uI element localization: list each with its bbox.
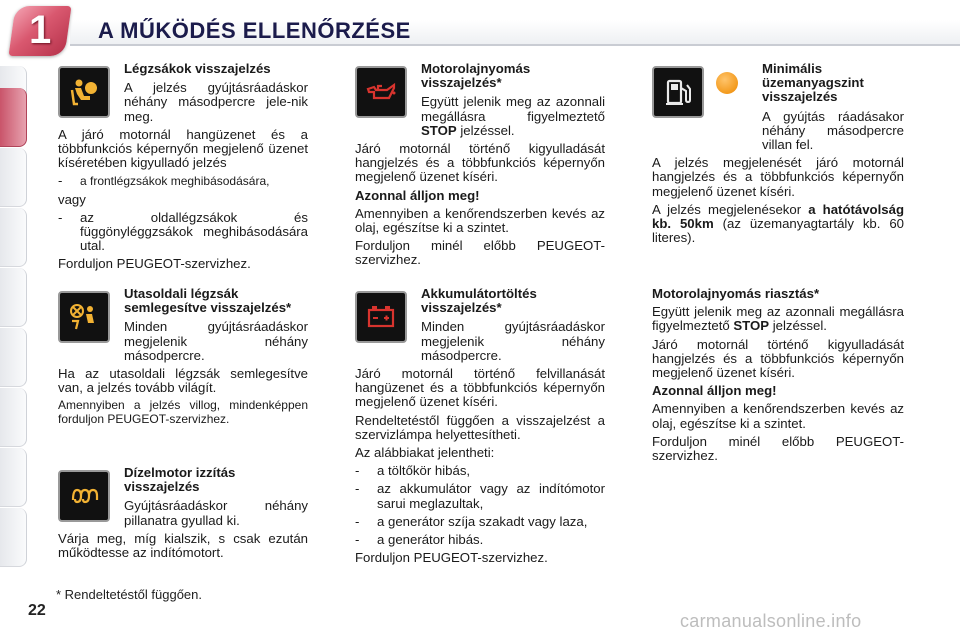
list-item: - a generátor szíja szakadt vagy laza, [355, 513, 588, 529]
section-oil-pressure [355, 62, 605, 268]
glow-plug-title: Dízelmotor izzítás visszajelzés [124, 465, 236, 495]
list-item: - a generátor hibás. [355, 532, 484, 548]
section-passenger-airbag [58, 287, 308, 426]
chapter-number: 1 [28, 8, 52, 52]
glow-plug-lead: Gyújtásráadáskor néhány pillanatra gyullad ki. [124, 498, 308, 528]
chapter-tab[interactable] [0, 448, 27, 507]
chapter-tab[interactable] [0, 268, 27, 327]
oil-pressure-text: Járó motornál történő kigyulladását hangjelzés és a többfunkciós képernyőn megjelenő üzenet kíséri. [355, 141, 605, 185]
passenger-airbag-lead: Minden gyújtásráadáskor megjelenik néhány másodpercre. [124, 319, 308, 363]
section-airbag [58, 62, 308, 272]
oil-can-icon [355, 66, 407, 118]
watermark: carmanualsonline.info [680, 611, 862, 631]
glow-plug-icon [58, 470, 110, 522]
chapter-tab[interactable] [0, 208, 27, 267]
fuel-lead: A gyújtás ráadásakor néhány másodpercre villan fel. [762, 108, 904, 153]
battery-title: Akkumulátortöltés visszajelzés* [421, 286, 537, 316]
chapter-tabs [0, 66, 30, 576]
battery-meaning: Az alábbiakat jelentheti: [355, 445, 495, 461]
page-title: A MŰKÖDÉS ELLENŐRZÉSE [98, 18, 411, 43]
oil-warning-refill: Amennyiben a kenőrendszerben kevés az olaj, egészítse ki a szintet. [652, 401, 904, 431]
chapter-tab[interactable] [0, 388, 27, 447]
oil-warning-text: Együtt jelenik meg az azonnali megállásra figyelmeztető STOP jelzéssel. [652, 304, 904, 334]
section-glow-plug [58, 466, 308, 560]
battery-lead: Minden gyújtásráadáskor megjelenik néhány másodpercre. [421, 319, 605, 363]
airbag-or: vagy [58, 191, 86, 207]
passenger-airbag-service: Amennyiben a jelzés villog, mindenképpen forduljon PEUGEOT-szervizhez. [58, 398, 308, 426]
fuel-title: Minimális üzemanyagszint visszajelzés [762, 61, 864, 105]
battery-service-lamp: Rendeltetéstől függően a visszajelzést a szervizlámpa helyettesítheti. [355, 412, 605, 442]
battery-icon [355, 291, 407, 343]
passenger-airbag-text: Ha az utasoldali légzsák semlegesítve van, a jelzés tovább világít. [58, 366, 308, 396]
section-battery [355, 287, 605, 565]
chapter-tab[interactable] [0, 508, 27, 567]
list-item: - az akkumulátor vagy az indítómotor sarui meglazultak, [355, 481, 605, 511]
chapter-tab[interactable] [0, 148, 27, 207]
chapter-tab[interactable] [0, 328, 27, 387]
passenger-airbag-off-icon [58, 291, 110, 343]
oil-warning-signal: Járó motornál történő kigyulladását hangjelzés és a többfunkciós képernyőn megjelenő üzenet kíséri. [652, 336, 904, 381]
page-number: 22 [28, 602, 46, 619]
oil-pressure-refill: Amennyiben a kenőrendszerben kevés az olaj, egészítse ki a szintet. [355, 205, 605, 236]
oil-pressure-lead: Együtt jelenik meg az azonnali megállásra figyelmeztető STOP jelzéssel. [421, 94, 605, 138]
oil-pressure-title: Motorolajnyomás visszajelzés* [421, 61, 531, 91]
orange-indicator-icon [716, 72, 738, 94]
chapter-tab-active[interactable] [0, 88, 27, 147]
airbag-lead: A jelzés gyújtásráadáskor néhány másodpercre jele-nik meg. [124, 80, 308, 124]
list-item: - az oldallégzsákok és függönyléggzsákok meghibásodására utal. [58, 209, 308, 254]
battery-text: Járó motornál történő felvillanását hangüzenet és a többfunkciós képernyőn megjelenő üzenet kíséri. [355, 366, 605, 410]
airbag-title: Légzsákok visszajelzés [124, 61, 271, 76]
section-oil-warning [652, 287, 904, 463]
chapter-badge [8, 6, 71, 56]
oil-warning-stop: Azonnal álljon meg! [652, 383, 777, 399]
oil-pressure-stop: Azonnal álljon meg! [355, 187, 480, 203]
oil-warning-title: Motorolajnyomás riasztás* [652, 286, 820, 301]
section-fuel [652, 62, 904, 245]
passenger-airbag-title: Utasoldali légzsák semlegesítve visszajelzés* [124, 286, 292, 316]
airbag-text: A járó motornál hangüzenet és a többfunkciós képernyőn megjelenő üzenet kíséretében kigyulladó jelzés [58, 126, 308, 171]
oil-pressure-service: Forduljon minél előbb PEUGEOT-szervizhez. [355, 238, 605, 268]
fuel-text: A jelzés megjelenését járó motornál hangjelzés és a többfunkciós képernyőn megjelenő üzenet kíséri. [652, 155, 904, 199]
list-item: - a töltőkör hibás, [355, 463, 471, 479]
footnote: * Rendeltetéstől függően. [56, 587, 202, 602]
page-header [0, 0, 960, 62]
list-item: - a frontlégzsákok meghibásodására, [58, 173, 270, 189]
airbag-service: Forduljon PEUGEOT-szervizhez. [58, 256, 251, 272]
oil-warning-service: Forduljon minél előbb PEUGEOT-szervizhez. [652, 433, 904, 464]
fuel-range: A jelzés megjelenésekor a hatótávolság kb. 50km (az üzemanyagtartály kb. 60 literes). [652, 201, 905, 246]
battery-service: Forduljon PEUGEOT-szervizhez. [355, 550, 548, 566]
glow-plug-text: Várja meg, míg kialszik, s csak ezután működtesse az indítómotort. [58, 530, 308, 561]
fuel-pump-icon [652, 66, 704, 118]
airbag-warning-icon [58, 66, 110, 118]
